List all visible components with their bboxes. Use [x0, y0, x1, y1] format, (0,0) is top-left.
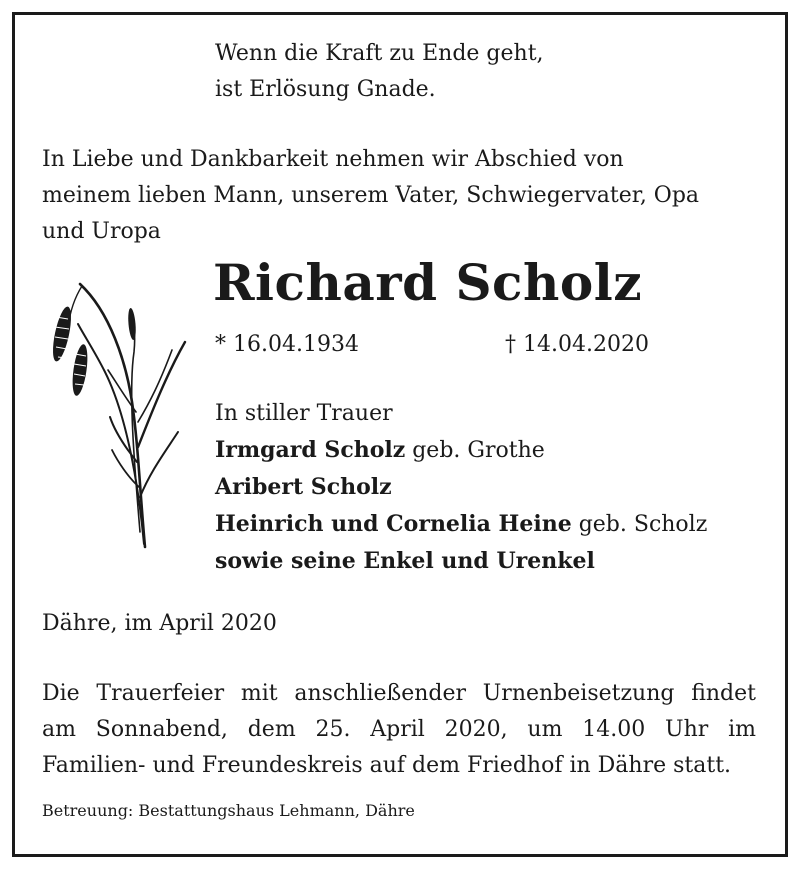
mourner-entry: [215, 469, 707, 506]
motto: [215, 36, 544, 108]
deceased-name: Richard Scholz: [213, 253, 643, 312]
ceremony-line: am Sonnabend, dem 25. April 2020, um 14.00 Uhr im: [42, 717, 756, 742]
mourner-name: Aribert Scholz: [215, 474, 392, 500]
intro-text: [42, 142, 756, 250]
mourner-entry: [215, 543, 707, 580]
mourner-name: Irmgard Scholz: [215, 437, 406, 463]
place-date: Dähre, im April 2020: [42, 611, 277, 636]
birth-date: * 16.04.1934: [215, 332, 359, 357]
ceremony-text: [42, 676, 756, 784]
mourner-suffix: geb. Grothe: [405, 438, 545, 463]
funeral-home-note: Betreuung: Bestattungshaus Lehmann, Dähre: [42, 801, 415, 820]
motto-line: ist Erlösung Gnade.: [215, 77, 436, 102]
death-date: † 14.04.2020: [505, 332, 649, 357]
ceremony-line: Familien- und Freundeskreis auf dem Friedhof in Dähre statt.: [42, 753, 732, 778]
motto-line: Wenn die Kraft zu Ende geht,: [215, 41, 544, 66]
mourner-suffix: geb. Scholz: [571, 512, 708, 537]
intro-line: In Liebe und Dankbarkeit nehmen wir Abschied von: [42, 147, 624, 172]
grass-icon: [40, 272, 190, 552]
mourner-entry: [215, 506, 707, 543]
ceremony-line: Die Trauerfeier mit anschließender Urnenbeisetzung findet: [42, 681, 756, 706]
mourner-name: sowie seine Enkel und Urenkel: [215, 548, 595, 574]
mourner-name: Heinrich und Cornelia Heine: [215, 511, 572, 537]
mourners-block: [215, 396, 707, 580]
mourners-heading: In stiller Trauer: [215, 401, 393, 426]
intro-line: meinem lieben Mann, unserem Vater, Schwiegervater, Opa: [42, 183, 700, 208]
intro-line: und Uropa: [42, 219, 161, 244]
mourner-entry: [215, 432, 707, 469]
